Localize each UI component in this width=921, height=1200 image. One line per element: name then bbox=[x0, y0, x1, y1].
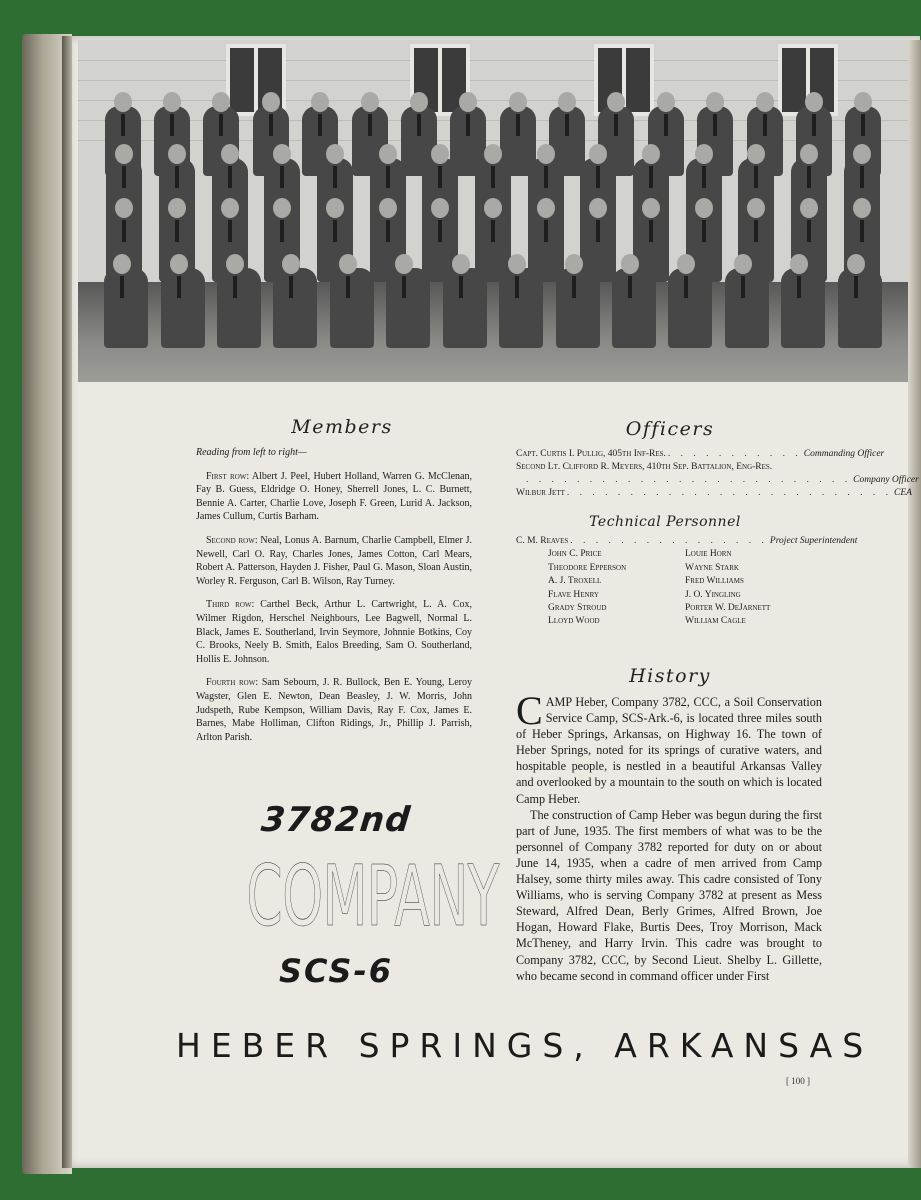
location-title: HEBER SPRINGS, ARKANSAS bbox=[176, 1026, 874, 1065]
history-paragraph: CAMP Heber, Company 3782, CCC, a Soil Conservation Service Camp, SCS-Ark.-6, is located three miles south of Heber Springs, Arkansas, on Highway 16. The town of Heber Springs, noted for its springs of curative waters, and hospitable people, is nestled in a beautiful Arkansas Valley and overlooked by a mountain to the south on which is located Camp Heber. bbox=[516, 688, 822, 806]
history-paragraph: The construction of Camp Heber was begun during the first part of June, 1935. The first members of what was to be the personnel of Company 3782 reported for duty on or about June 14, 1935, when a cadre of men arrived from Camp Halsey, some thirty miles away. This cadre consisted of Tony Williams, who is serving Company 3782 at present as Mess Steward, Alfred Dean, Berly Grimes, Alfred Brown, Joe Hogan, Howard Flake, Burtis Dees, Troy Morrison, Mack McTheney, and Harry Irvin. This cadre was brought to Company 3782, CCC, by Second Lieut. Shelby L. Gillette, who became second in command officer under First bbox=[516, 807, 822, 983]
group-photo bbox=[78, 40, 908, 382]
drop-cap: C bbox=[516, 688, 543, 733]
company-number: 3782nd bbox=[259, 800, 413, 840]
members-row-1: First row: Albert J. Peel, Hubert Holland, Warren G. McClenan, Fay B. Guess, Eldridge O. Honey, Sherrell Jones, L. C. Burnett, Bennie A. Carter, Charlie Love, Joseph F. Green, Lurid A. Jackson, James Cullum, Curtis Barham. bbox=[196, 470, 472, 523]
members-heading: Members bbox=[291, 416, 393, 438]
history-text bbox=[516, 688, 822, 984]
technical-col-right: Louie Horn Wayne Stark Fred Williams J. O. Yingling Porter W. DeJarnett William Cagle bbox=[685, 549, 771, 627]
company-title: COMPANY bbox=[246, 847, 499, 945]
members-row-2: Second row: Neal, Lonus A. Barnum, Charlie Campbell, Elmer J. Newell, Carl O. Ray, Charles Jones, James Cotton, Carl Mears, Robert A. Patterson, Hayden J. Fisher, Paul G. Mason, Sloan Austin, Worley R. Ferguson, Carl B. Wilson, Ray Turney. bbox=[196, 534, 472, 587]
page-number: [ 100 ] bbox=[786, 1076, 810, 1086]
technical-list bbox=[516, 535, 858, 629]
members-row-3: Third row: Carthel Beck, Arthur L. Cartwright, L. A. Cox, Wilmer Rigdon, Herschel Neighbours, Lee Bagwell, Normal L. Black, James E. Southerland, Irvin Seymore, Johnnie Botkins, Coy C. Brooks, Neely B. Smith, Ealos Breeding, Sam O. Southerland, Hollis E. Johnson. bbox=[196, 599, 472, 665]
scs-label: SCS-6 bbox=[279, 952, 393, 990]
members-intro: Reading from left to right— bbox=[196, 447, 307, 458]
technical-lead: C. M. Reaves . . . . . . . . . . . . . . . . Project Superintendent bbox=[516, 536, 858, 546]
officer-line: Capt. Curtis I. Pullig, 405th Inf-Res. . . . . . . . . . . . Commanding Officer bbox=[516, 449, 885, 459]
members-list bbox=[196, 446, 472, 754]
page-edge bbox=[908, 40, 921, 1168]
technical-col-left: John C. Price Theodore Epperson A. J. Troxell Flave Henry Grady Stroud Lloyd Wood bbox=[548, 549, 627, 627]
history-heading: History bbox=[629, 665, 711, 687]
officer-line: Wilbur Jett . . . . . . . . . . . . . . . . . . . . . . . . . . CEA bbox=[516, 488, 912, 498]
photo-row bbox=[98, 268, 888, 348]
officer-line: Second Lt. Clifford R. Meyers, 410th Sep. Battalion, Eng-Res. bbox=[516, 462, 773, 472]
officer-line: . . . . . . . . . . . . . . . . . . . . . . . . . . Company Officer bbox=[526, 475, 919, 485]
members-row-4: Fourth row: Sam Sebourn, J. R. Bullock, Ben E. Young, Leroy Wagster, Glen E. Newton, Dean Beasley, J. W. Morris, John Judspeth, Rube Kempson, William Davis, Ray F. Cox, James E. Barnes, Mabe Holliman, Clifton Ridings, Jr., Phillip J. Parrish, Arlton Parish. bbox=[196, 677, 472, 743]
page-gutter bbox=[62, 36, 72, 1168]
officers-list bbox=[516, 448, 919, 500]
technical-heading: Technical Personnel bbox=[589, 514, 741, 530]
officers-heading: Officers bbox=[625, 418, 715, 440]
